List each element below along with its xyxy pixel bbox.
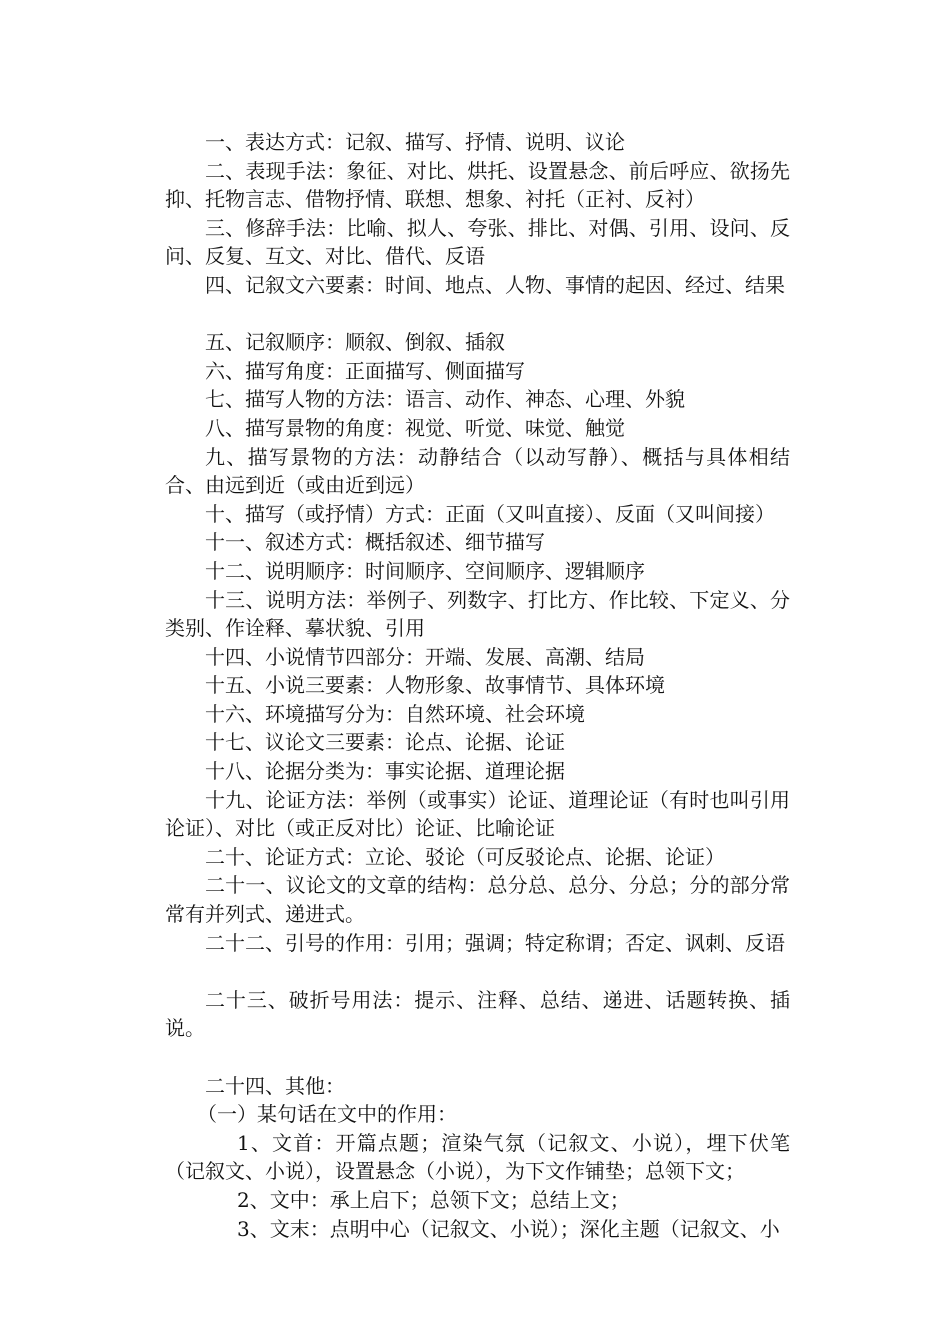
- list-item-middle: 2、文中：承上启下；总领下文；总结上文；: [237, 1187, 630, 1212]
- paragraph-evidence-types: 十八、论据分类为：事实论据、道理论据: [205, 759, 565, 784]
- paragraph-exposition-order: 十二、说明顺序：时间顺序、空间顺序、逻辑顺序: [205, 558, 645, 583]
- paragraph-others-heading: 二十四、其他：: [205, 1073, 345, 1098]
- paragraph-rhetorical-devices: 三、修辞手法：比喻、拟人、夸张、排比、对偶、引用、设问、反问、反复、互文、对比、借代、反语: [165, 215, 790, 269]
- paragraph-novel-elements: 十五、小说三要素：人物形象、故事情节、具体环境: [205, 673, 665, 698]
- paragraph-argument-methods: 十九、论证方法：举例（或事实）论证、道理论证（有时也叫引用论证）、对比（或正反对比）论证、比喻论证: [165, 787, 790, 841]
- paragraph-environment-description: 十六、环境描写分为：自然环境、社会环境: [205, 701, 585, 726]
- paragraph-scenery-angle: 八、描写景物的角度：视觉、听觉、味觉、触觉: [205, 415, 625, 440]
- paragraph-description-style: 十、描写（或抒情）方式：正面（又叫直接）、反面（又叫间接）: [205, 501, 775, 526]
- paragraph-expression-modes: 一、表达方式：记叙、描写、抒情、说明、议论: [205, 130, 625, 154]
- paragraph-scenery-methods: 九、描写景物的方法：动静结合（以动写静）、概括与具体相结合、由远到近（或由近到远）: [165, 444, 790, 498]
- paragraph-sentence-role-heading: （一）某句话在文中的作用：: [197, 1102, 457, 1127]
- paragraph-expressive-techniques: 二、表现手法：象征、对比、烘托、设置悬念、前后呼应、欲扬先抑、托物言志、借物抒情、联想、想象、衬托（正衬、反衬）: [165, 158, 790, 212]
- paragraph-dash-usage: 二十三、破折号用法：提示、注释、总结、递进、话题转换、插说。: [165, 987, 790, 1041]
- list-item-opening: 1、文首：开篇点题；渲染气氛（记叙文、小说），埋下伏笔（记叙文、小说），设置悬念（小说），为下文作铺垫；总领下文；: [165, 1130, 790, 1184]
- list-item-ending: 3、文末：点明中心（记叙文、小说）；深化主题（记叙文、小: [237, 1216, 780, 1241]
- paragraph-quotation-marks: 二十二、引号的作用：引用；强调；特定称谓；否定、讽刺、反语: [205, 930, 785, 955]
- paragraph-argument-elements: 十七、议论文三要素：论点、论据、论证: [205, 730, 565, 755]
- paragraph-narrative-order: 五、记叙顺序：顺叙、倒叙、插叙: [205, 330, 505, 355]
- document-body: [165, 128, 790, 1243]
- paragraph-argument-approach: 二十、论证方式：立论、驳论（可反驳论点、论据、论证）: [205, 844, 725, 869]
- paragraph-narration-style: 十一、叙述方式：概括叙述、细节描写: [205, 530, 545, 555]
- paragraph-character-description: 七、描写人物的方法：语言、动作、神态、心理、外貌: [205, 387, 685, 412]
- paragraph-plot-parts: 十四、小说情节四部分：开端、发展、高潮、结局: [205, 644, 645, 669]
- paragraph-essay-structure: 二十一、议论文的文章的结构：总分总、总分、分总；分的部分常常有并列式、递进式。: [165, 873, 790, 927]
- paragraph-narrative-elements: 四、记叙文六要素：时间、地点、人物、事情的起因、经过、结果: [205, 272, 785, 297]
- paragraph-exposition-methods: 十三、说明方法：举例子、列数字、打比方、作比较、下定义、分类别、作诠释、摹状貌、引用: [165, 587, 790, 641]
- paragraph-description-angle: 六、描写角度：正面描写、侧面描写: [205, 358, 525, 383]
